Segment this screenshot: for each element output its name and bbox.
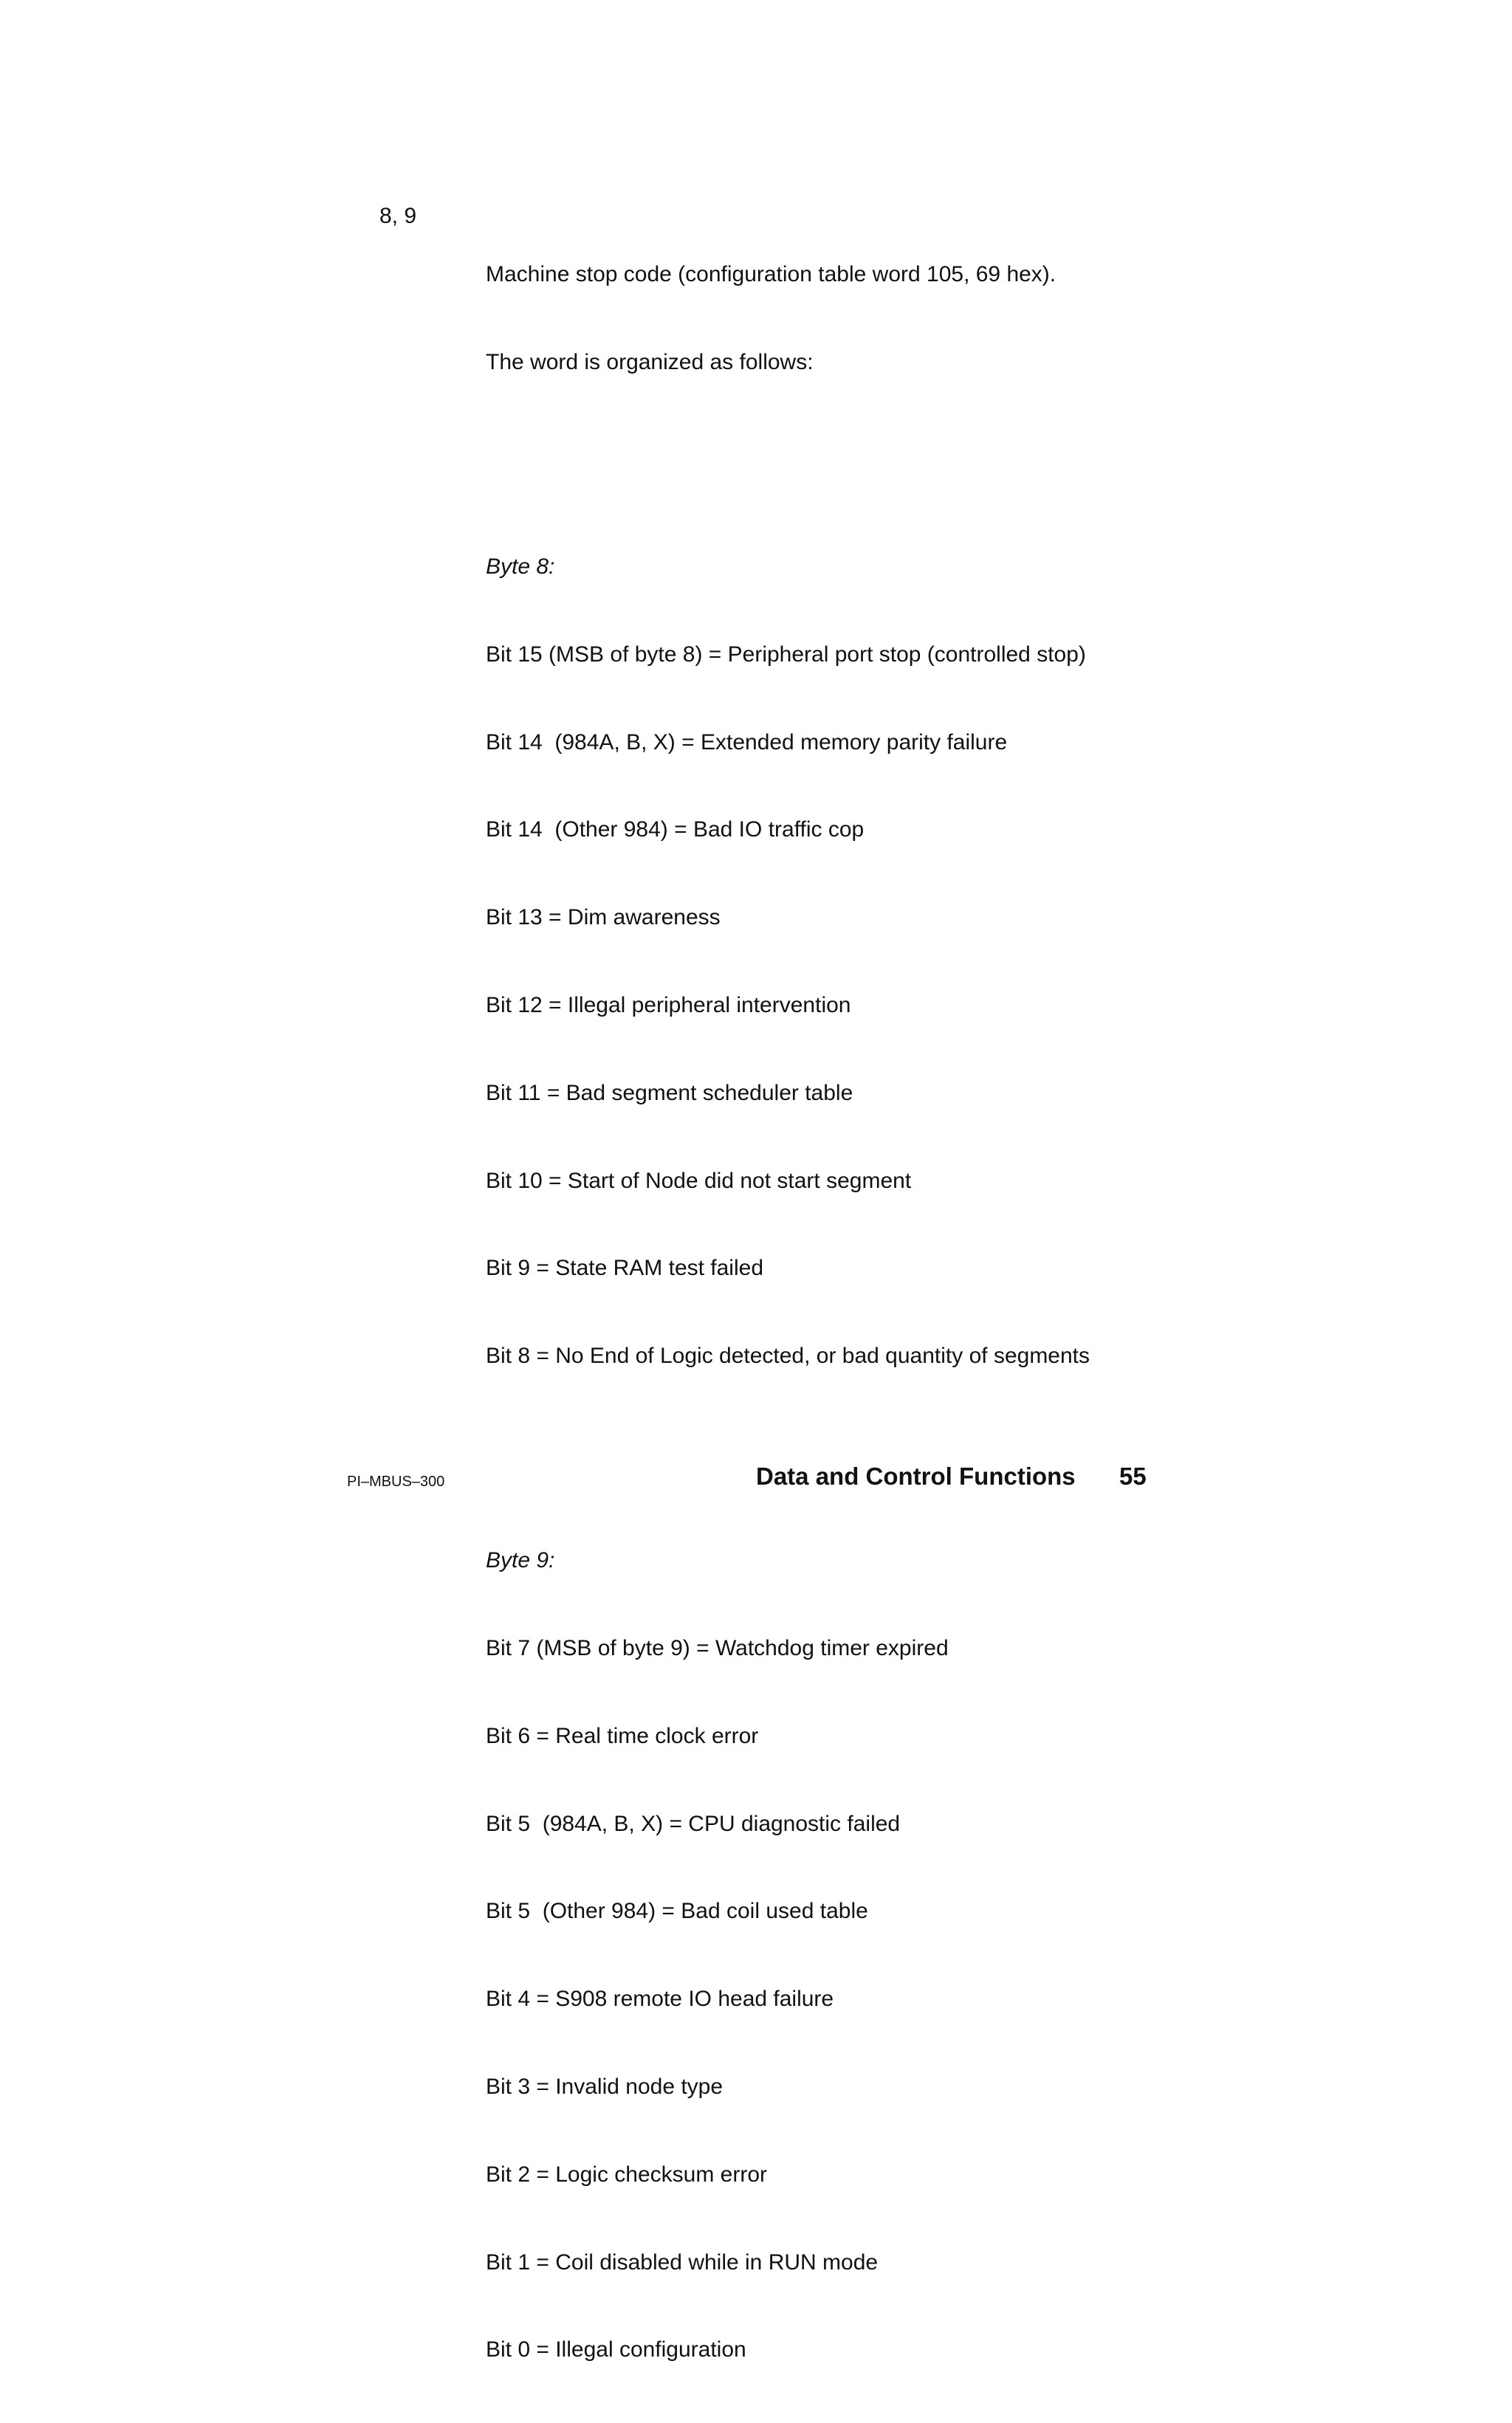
bit-line: Bit 3 = Invalid node type (486, 2075, 724, 2099)
bit-line: Bit 10 = Start of Node did not start segment (486, 1168, 912, 1193)
byte9-heading: Byte 9: (486, 1548, 555, 1573)
bit-line: Bit 2 = Logic checksum error (486, 2162, 767, 2187)
bit-line: Bit 12 = Illegal peripheral intervention (486, 993, 851, 1018)
page-number: 55 (1119, 1463, 1147, 1490)
bit-line: Bit 4 = S908 remote IO head failure (486, 1987, 834, 2012)
bit-line: Bit 15 (MSB of byte 8) = Peripheral port stop (controlled stop) (486, 642, 1086, 667)
bit-line: Bit 5 (Other 984) = Bad coil used table (486, 1899, 868, 1924)
bit-line: Bit 1 = Coil disabled while in RUN mode (486, 2250, 879, 2275)
bit-line: Bit 7 (MSB of byte 9) = Watchdog timer expired (486, 1636, 949, 1661)
bit-line: Bit 9 = State RAM test failed (486, 1256, 764, 1281)
entry-label: 8, 9 (379, 204, 417, 228)
spacer (486, 436, 1372, 465)
document-id: PI–MBUS–300 (347, 1474, 445, 1490)
bit-line: Bit 8 = No End of Logic detected, or bad quantity of segments (486, 1344, 1090, 1369)
bit-line: Bit 14 (Other 984) = Bad IO traffic cop (486, 817, 865, 842)
byte8-heading: Byte 8: (486, 554, 555, 580)
bit-line: Bit 0 = Illegal configuration (486, 2337, 746, 2362)
bit-line: Bit 14 (984A, B, X) = Extended memory parity failure (486, 729, 1008, 755)
bit-line: Bit 6 = Real time clock error (486, 1723, 759, 1748)
intro-line: Machine stop code (configuration table word 105, 69 hex). (486, 262, 1056, 287)
bit-line: Bit 5 (984A, B, X) = CPU diagnostic failed (486, 1811, 901, 1836)
section-title: Data and Control Functions (756, 1463, 1076, 1490)
bit-line: Bit 11 = Bad segment scheduler table (486, 1080, 853, 1105)
bit-line: Bit 13 = Dim awareness (486, 905, 721, 930)
entry-description (486, 202, 1372, 2423)
intro-line: The word is organized as follows: (486, 349, 814, 374)
spacer (486, 1429, 1372, 1459)
